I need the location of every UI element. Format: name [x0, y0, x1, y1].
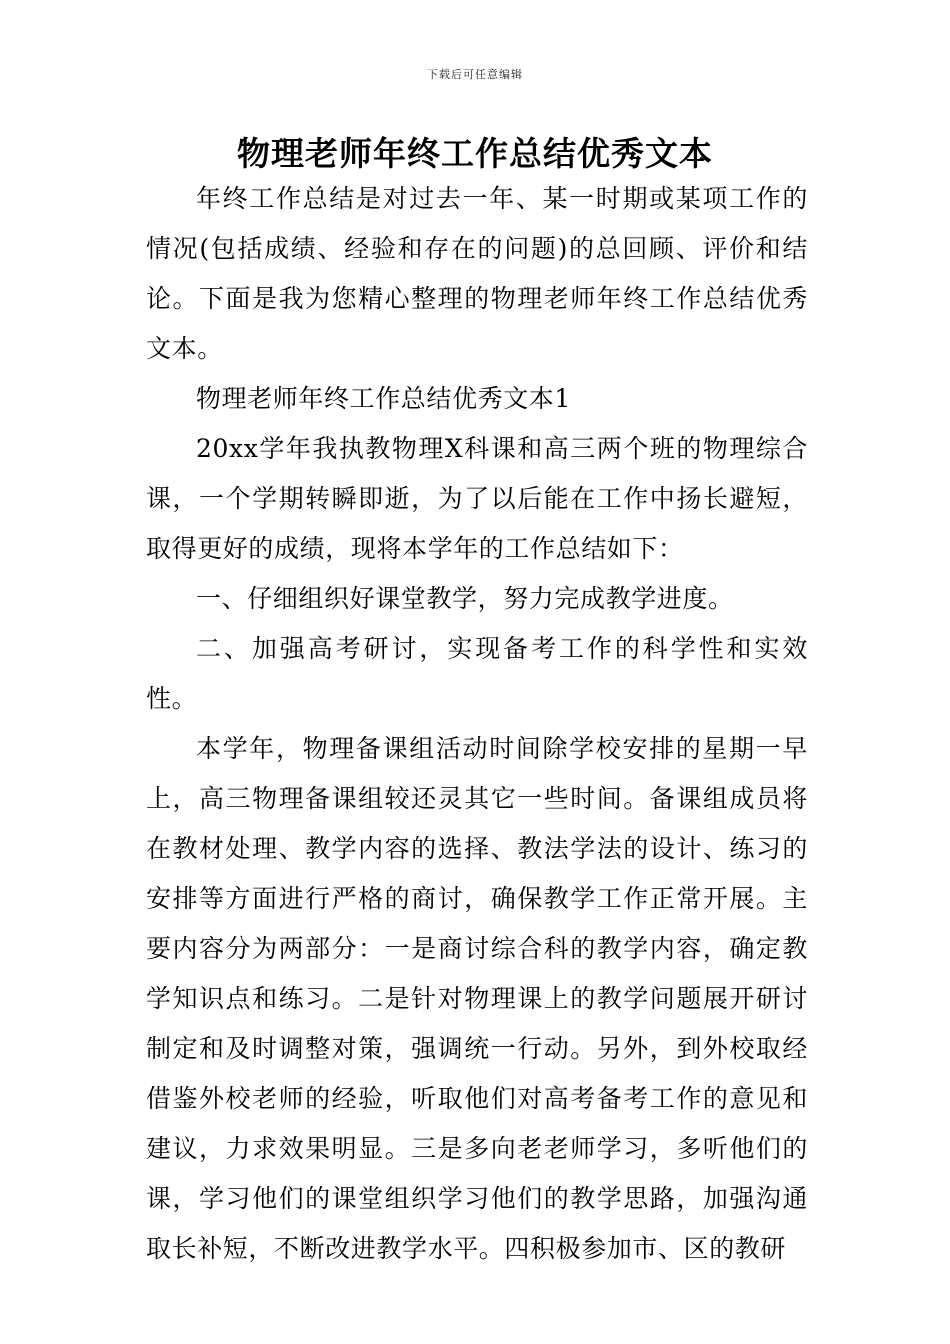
list-item: 二、加强高考研讨，实现备考工作的科学性和实效性。	[146, 634, 808, 713]
body-paragraph: 本学年，物理备课组活动时间除学校安排的星期一早上，高三物理备课组较还灵其它一些时间。备课组成员将在教材处理、教学内容的选择、教法学法的设计、练习的安排等方面进行严格的商讨，确保教学工作正常开展。主要内容分为两部分：一是商讨综合科的教学内容，确定教学知识点和练习。二是针对物理课上的教学问题展开研讨制定和及时调整对策，强调统一行动。另外，到外校取经借鉴外校老师的经验，听取他们对高考备考工作的意见和建议，力求效果明显。三是多向老老师学习，多听他们的课，学习他们的课堂组织学习他们的教学思路，加强沟通取长补短，不断改进教学水平。四积极参加市、区的教研	[146, 734, 808, 1263]
intro-paragraph: 年终工作总结是对过去一年、某一时期或某项工作的情况(包括成绩、经验和存在的问题)的总回顾、评价和结论。下面是我为您精心整理的物理老师年终工作总结优秀文本。	[146, 184, 808, 363]
list-item: 一、仔细组织好课堂教学，努力完成教学进度。	[196, 584, 734, 613]
section-heading: 物理老师年终工作总结优秀文本1	[196, 384, 571, 413]
header-note: 下载后可任意编辑	[427, 68, 523, 81]
document-title: 物理老师年终工作总结优秀文本	[237, 134, 713, 173]
body-paragraph: 20xx学年我执教物理X科课和高三两个班的物理综合课，一个学期转瞬即逝，为了以后能在工作中扬长避短，取得更好的成绩，现将本学年的工作总结如下：	[146, 434, 808, 563]
document-body	[146, 174, 808, 1274]
